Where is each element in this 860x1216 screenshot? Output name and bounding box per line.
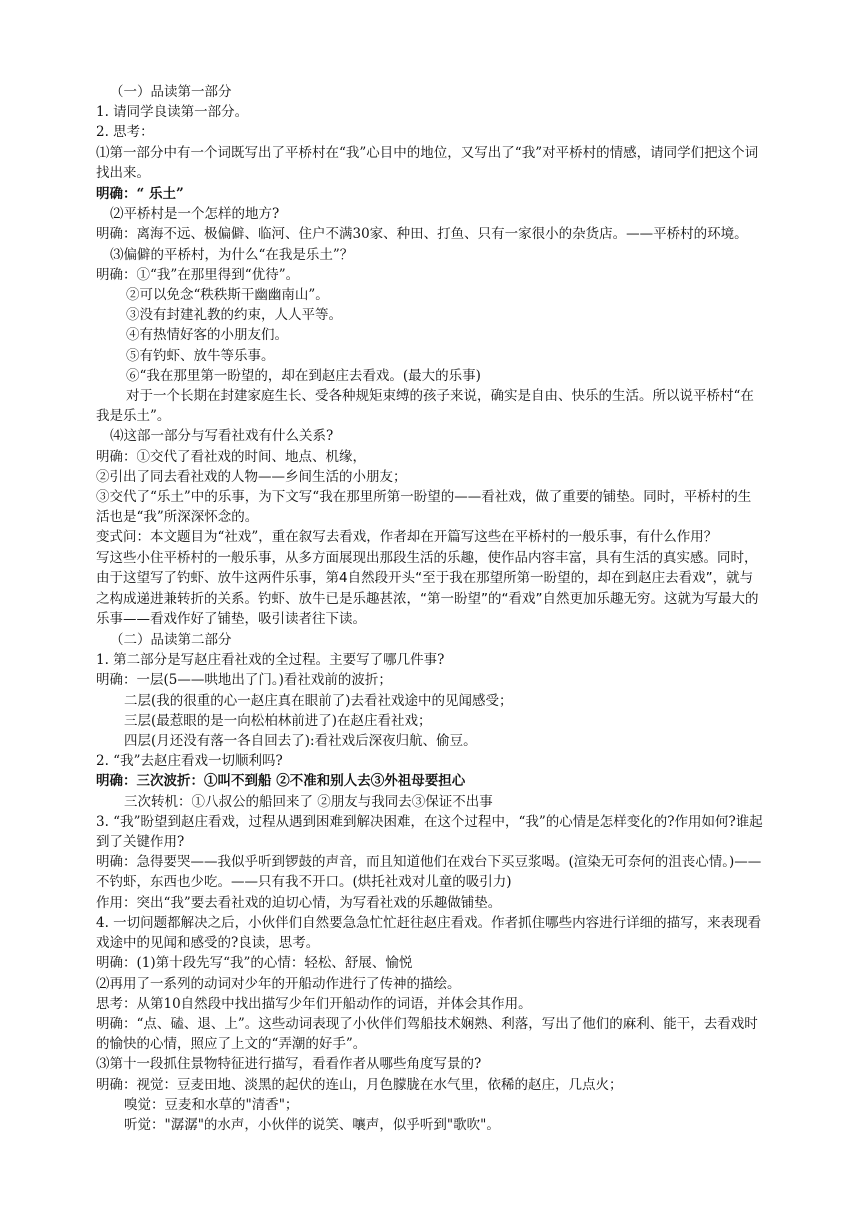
section-heading-part-one: （一）品读第一部分 xyxy=(110,84,232,100)
part-two-answer-1-line-1: 明确：一层(5——哄地出了门。)看社戏前的波折； xyxy=(96,672,392,689)
question-3-text: ⑶偏僻的平桥村，为什么“在我是乐土”？ xyxy=(110,246,354,263)
section-heading-part-two: （二）品读第二部分 xyxy=(110,632,232,649)
part-two-answer-1-line-4: 四层(月还没有落一各自回去了):看社戏后深夜归航、偷豆。 xyxy=(124,733,477,750)
answer-4-line-1: 明确：①交代了看社戏的时间、地点、机缘， xyxy=(96,448,366,465)
question-2-text: ⑵平桥村是一个怎样的地方? xyxy=(110,206,280,223)
answer-2-text: 明确：离海不远、极偏僻、临河、住户不满30家、种田、打鱼、只有一家很小的杂货店。——平桥村的环境。 xyxy=(96,226,748,243)
question-1-text: ⑴第一部分中有一个词既写出了平桥村在“我”心目中的地位，又写出了“我”对平桥村的情感，请同学们把这个词找出来。 xyxy=(96,144,759,181)
part-two-answer-4-line-1: 明确：(1)第十段先写“我”的心情：轻松、舒展、愉悦 xyxy=(96,955,413,972)
part-two-answer-3-effect: 作用：突出“我”要去看社戏的迫切心情，为写看社戏的乐趣做铺垫。 xyxy=(96,894,502,911)
part-two-answer-5-visual: 明确：视觉：豆麦田地、淡黑的起伏的连山，月色朦胧在水气里，依稀的赵庄，几点火； xyxy=(96,1076,623,1093)
part-two-question-1: 1. 第二部分是写赵庄看社戏的全过程。主要写了哪几件事? xyxy=(96,652,445,669)
answer-3-line-3: ③没有封建礼教的约束，人人平等。 xyxy=(126,307,342,324)
part-two-answer-1-line-2: 二层(我的很重的心一赵庄真在眼前了)去看社戏途中的见闻感受； xyxy=(124,692,513,709)
part-two-answer-4-line-2: ⑵再用了一系列的动词对少年的开船动作进行了传神的描绘。 xyxy=(96,975,461,992)
part-two-think-answer: 明确：“点、磕、退、上”。这些动词表现了小伙伴们驾船技术娴熟、利落，写出了他们的麻利、能干，去看戏时的愉快的心情，照应了上文的“弄潮的好手”。 xyxy=(96,1015,758,1053)
part-two-question-2: 2. “我”去赵庄看戏一切顺利吗? xyxy=(96,753,283,770)
question-4-text: ⑷这部一部分与写看社戏有什么关系? xyxy=(110,428,334,445)
part-two-answer-5-smell: 嗅觉：豆麦和水草的"清香"； xyxy=(124,1096,299,1113)
part-two-question-3: 3. “我”盼望到赵庄看戏，过程从遇到困难到解决困难，在这个过程中，“我”的心情是怎样变化的?作用如何?谁起到了关键作用? xyxy=(96,813,763,851)
variant-question-text: 变式问：本文题目为“社戏”，重在叙写去看戏，作者却在开篇写这些在平桥村的一般乐事，有什么作用？ xyxy=(96,529,718,546)
part-two-think-question: 思考：从第10自然段中找出描写少年们开船动作的词语，并体会其作用。 xyxy=(96,995,532,1012)
answer-3-line-5: ⑤有钓虾、放牛等乐事。 xyxy=(126,347,275,364)
step-1-line: 1. 请同学良读第一部分。 xyxy=(96,104,249,121)
answer-3-summary: 对于一个长期在封建家庭生长、受各种规矩束缚的孩子来说，确实是自由、快乐的生活。所以说平桥村“在我是乐土”。 xyxy=(96,388,754,425)
answer-4-line-2: ②引出了同去看社戏的人物——乡间生活的小朋友； xyxy=(96,468,407,485)
part-two-answer-2-line-2: 三次转机：①八叔公的船回来了 ②朋友与我同去③保证不出事 xyxy=(124,793,493,810)
part-two-question-5: ⑶第十一段抓住景物特征进行描写，看看作者从哪些角度写景的? xyxy=(96,1056,482,1073)
answer-4-line-3: ③交代了“乐土”中的乐事，为下文写“我在那里所第一盼望的——看社戏，做了重要的铺垫。同时，平桥村的生活也是“我”所深深怀念的。 xyxy=(96,489,752,526)
answer-3-line-4: ④有热情好客的小朋友们。 xyxy=(126,327,288,344)
answer-3-line-6: ⑥“我在那里第一盼望的，却在到赵庄去看戏。(最大的乐事) xyxy=(126,367,481,384)
part-two-answer-3: 明确：急得要哭——我似乎听到锣鼓的声音，而且知道他们在戏台下买豆浆喝。(渲染无可奈何的沮丧心情。)——不钓虾，东西也少吃。——只有我不开口。(烘托社戏对儿童的吸引力) xyxy=(96,854,762,891)
step-2-line: 2. 思考： xyxy=(96,124,154,141)
part-two-question-4: 4. 一切问题都解决之后，小伙伴们自然要急急忙忙赶往赵庄看戏。作者抓住哪些内容进行详细的描写，来表现看戏途中的见闻和感受的?良读，思考。 xyxy=(96,914,762,952)
variant-answer-text: 写这些小住平桥村的一般乐事，从多方面展现出那段生活的乐趣，使作品内容丰富，具有生活的真实感。同时，由于这望写了钓虾、放牛这两件乐事，第4自然段开头“至于我在那望所第一盼望的，却在到赵庄去看戏”，就与之构成递进兼转折的关系。钓虾、放牛已是乐趣甚浓，“第一盼望”的“看戏”自然更加乐趣无穷。这就为写最大的乐事——看戏作好了铺垫，吸引读者往下读。 xyxy=(96,549,759,628)
document-body xyxy=(96,82,764,1135)
answer-1-text: 明确：“ 乐土” xyxy=(96,186,184,203)
part-two-answer-5-sound: 听觉："潺潺"的水声，小伙伴的说笑、嚷声，似乎听到"歌吹"。 xyxy=(124,1116,500,1133)
part-two-answer-2-line-1: 明确：三次波折：①叫不到船 ②不准和别人去③外祖母要担心 xyxy=(96,773,466,790)
answer-3-line-2: ②可以免念“秩秩斯干幽幽南山”。 xyxy=(126,287,329,304)
part-two-answer-1-line-3: 三层(最惹眼的是一向松柏林前进了)在赵庄看社戏； xyxy=(124,712,432,729)
answer-3-line-1: 明确：①“我”在那里得到“优待”。 xyxy=(96,266,300,283)
